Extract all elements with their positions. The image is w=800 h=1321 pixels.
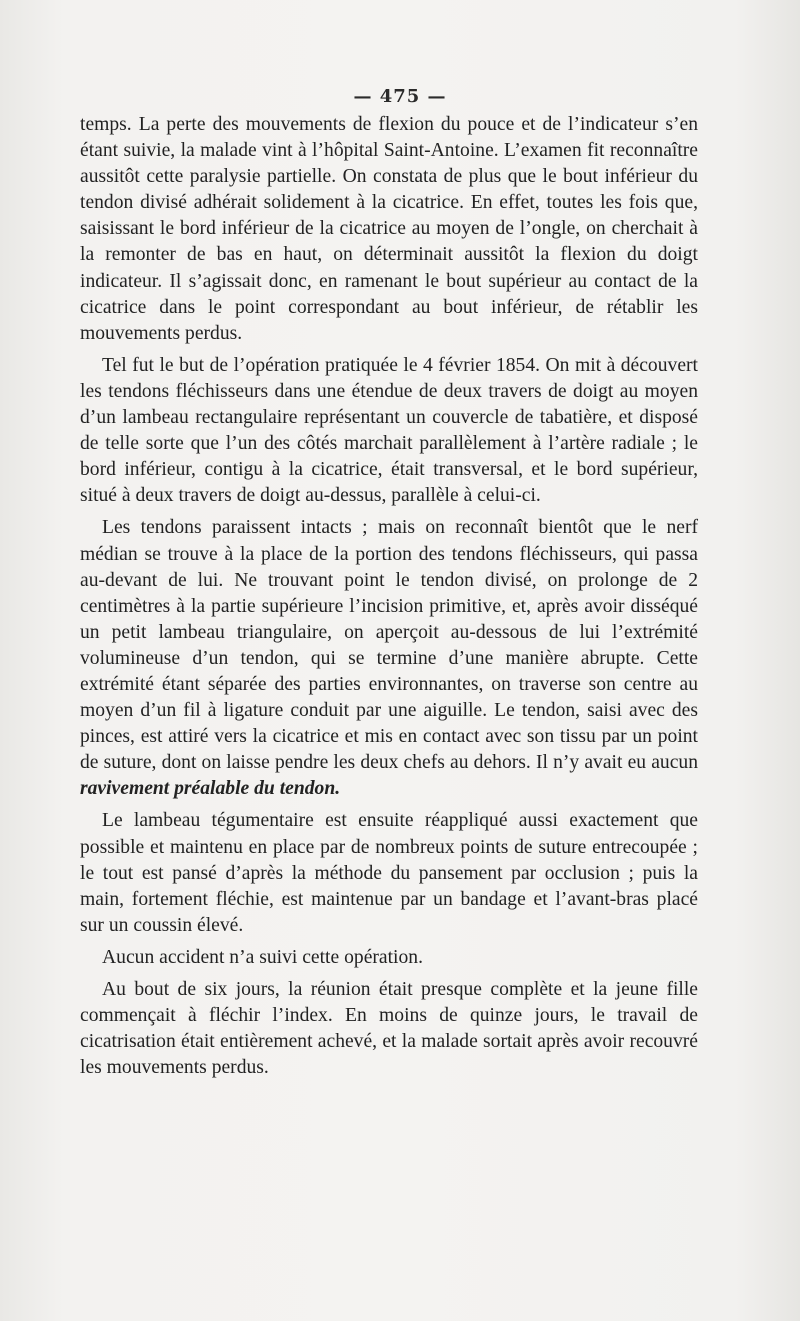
paragraph-4: Le lambeau tégumentaire est ensuite réappliqué aussi exactement que possible et maintenu en place par de nombreux points de suture entrecoupée ; le tout est pansé d’après la méthode du pansement par occlusion ; puis la main, fortement fléchie, est maintenue par un bandage et l’avant-bras placé sur un coussin élevé. [80, 810, 698, 936]
paragraph-3-text: Les tendons paraissent intacts ; mais on reconnaît bientôt que le nerf médian se trouve à la place de la portion des tendons fléchisseurs, qui passa au-devant de lui. Ne trouvant point le tendon divisé, on prolonge de 2 centimètres à la partie supérieure l’incision primitive, et, après avoir disséqué un petit lambeau triangulaire, on aperçoit au-dessous de lui l’extrémité volumineuse d’un tendon, qui se termine d’une manière abrupte. Cette extrémité étant séparée des parties environnantes, on traverse son centre au moyen d’un fil à ligature conduit par une aiguille. Le tendon, saisi avec des pinces, est attiré vers la cicatrice et mis en contact avec son tissu par un point de suture, dont on laisse pendre les deux chefs au dehors. Il n’y avait eu aucun [80, 517, 698, 774]
paragraph-2: Tel fut le but de l’opération pratiquée le 4 février 1854. On mit à découvert les tendons fléchisseurs dans une étendue de deux travers de doigt au moyen d’un lambeau rectangulaire représentant un couvercle de tabatière, et disposé de telle sorte que l’un des côtés marchait parallèlement à l’artère radiale ; le bord inférieur, contigu à la cicatrice, était transversal, et le bord supérieur, situé à deux travers de doigt au-dessus, parallèle à celui-ci. [80, 354, 698, 507]
paragraph-1: temps. La perte des mouvements de flexion du pouce et de l’indicateur s’en étant suivie, la malade vint à l’hôpital Saint-Antoine. L’examen fit reconnaître aussitôt cette paralysie partielle. On constata de plus que le bout inférieur du tendon divisé adhérait solidement à la cicatrice. En effet, toutes les fois que, saisissant le bord inférieur de la cicatrice au moyen de l’ongle, on cherchait à la remonter de bas en haut, on déterminait aussitôt la flexion du doigt indicateur. Il s’agissait donc, en ramenant le bout supérieur au contact de la cicatrice dans le point correspondant au bout inférieur, de rétablir les mouvements perdus. [80, 114, 698, 344]
paragraph-3 [80, 515, 698, 802]
paragraph-6: Au bout de six jours, la réunion était presque complète et la jeune fille commençait à fléchir l’index. En moins de quinze jours, le travail de cicatrisation était entièrement achevé, et la malade sortait après avoir recouvré les mouvements perdus. [80, 979, 698, 1079]
paragraph-3-italic: ravivement préalable du tendon. [80, 778, 341, 800]
paragraph-5: Aucun accident n’a suivi cette opération. [102, 946, 423, 968]
page-number: — 475 — [353, 86, 447, 107]
body-text [80, 112, 698, 1081]
